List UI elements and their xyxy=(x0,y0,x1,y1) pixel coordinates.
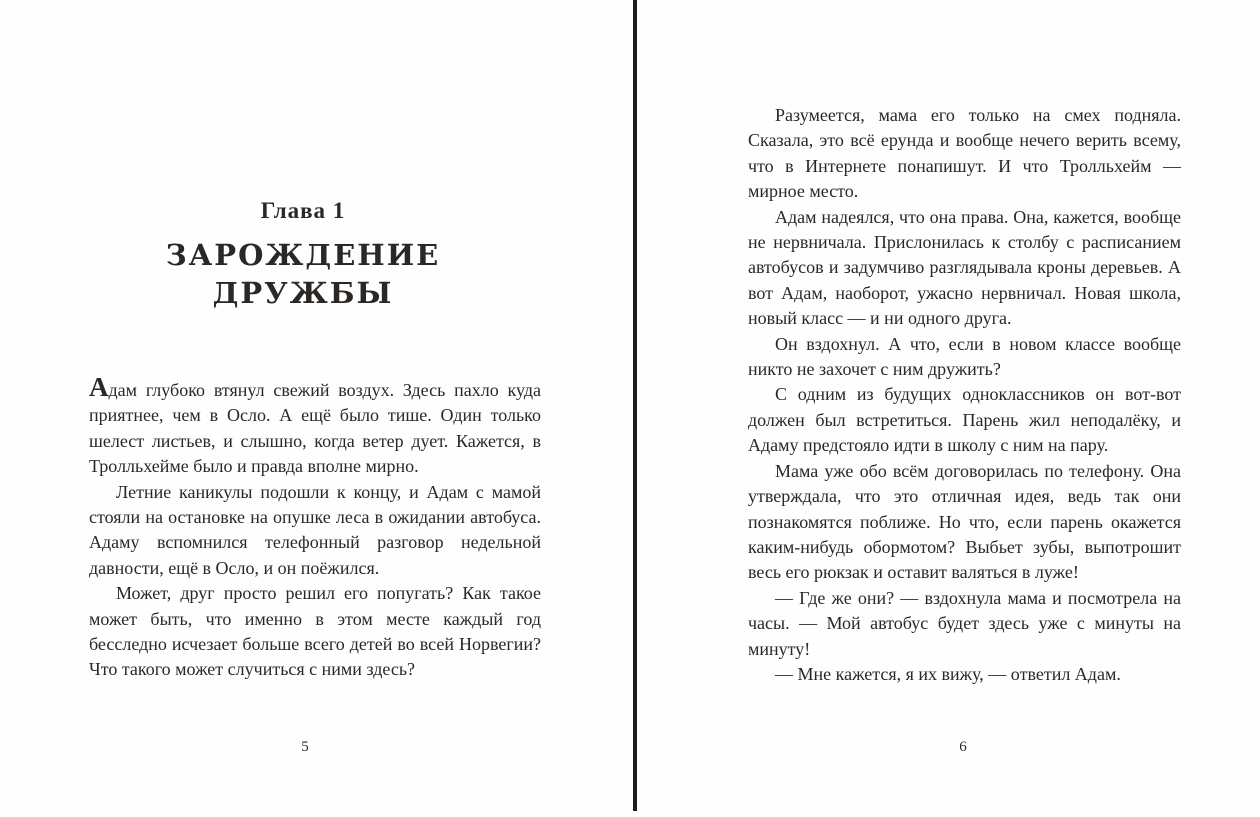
chapter-title-line2: ДРУЖБЫ xyxy=(212,276,394,310)
paragraph xyxy=(89,372,541,480)
paragraph: Летние каникулы подошли к концу, и Адам с мамой стояли на остановке на опушке леса в ожидании автобуса. Адаму вспомнился телефонный разговор недельной давности, ещё в Осло, и он поёжился. xyxy=(89,481,541,578)
right-page-body xyxy=(748,103,1181,687)
page-number-right: 6 xyxy=(959,739,967,755)
paragraph: Он вздохнул. А что, если в новом классе вообще никто не захочет с ним дружить? xyxy=(748,333,1181,380)
paragraph: Адам надеялся, что она права. Она, кажется, вообще не нервничала. Прислонилась к столбу с расписанием автобусов и задумчиво разглядывала кроны деревьев. А вот Адам, наоборот, ужасно нервничал. Новая школа, новый класс — и ни одного друга. xyxy=(748,206,1181,329)
chapter-label: Глава 1 xyxy=(260,198,346,223)
chapter-title xyxy=(88,236,518,312)
page-divider xyxy=(633,0,637,811)
paragraph: — Где же они? — вздохнула мама и посмотрела на часы. — Мой автобус будет здесь уже с минуты на минуту! xyxy=(748,587,1181,659)
paragraph: С одним из будущих одноклассников он вот-вот должен был встретиться. Парень жил неподалёку, и Адаму предстояло идти в школу с ним на пару. xyxy=(748,384,1181,456)
paragraph: — Мне кажется, я их вижу, — ответил Адам. xyxy=(775,663,1121,684)
drop-cap: А xyxy=(89,372,109,402)
page-number-left: 5 xyxy=(301,739,309,755)
paragraph-text: дам глубоко втянул свежий воздух. Здесь пахло куда приятнее, чем в Осло. А ещё было тише. Один только шелест листьев, и слышно, когда ветер дует. Кажется, в Тролльхейме было и правда вполне мирно. xyxy=(89,380,541,477)
left-page-body xyxy=(89,372,541,683)
paragraph: Может, друг просто решил его попугать? Как такое может быть, что именно в этом месте каждый год бесследно исчезает больше всего детей во всей Норвегии? Что такого может случиться с ними здесь? xyxy=(89,583,541,680)
paragraph: Разумеется, мама его только на смех подняла. Сказала, это всё ерунда и вообще нечего верить всему, что в Интернете понапишут. И что Тролльхейм — мирное место. xyxy=(748,105,1181,202)
paragraph: Мама уже обо всём договорилась по телефону. Она утверждала, что это отличная идея, ведь так они познакомятся поближе. Но что, если парень окажется каким-нибудь обормотом? Выбьет зубы, выпотрошит весь его рюкзак и оставит валяться в луже! xyxy=(748,460,1181,583)
chapter-title-line1: ЗАРОЖДЕНИЕ xyxy=(165,238,441,272)
